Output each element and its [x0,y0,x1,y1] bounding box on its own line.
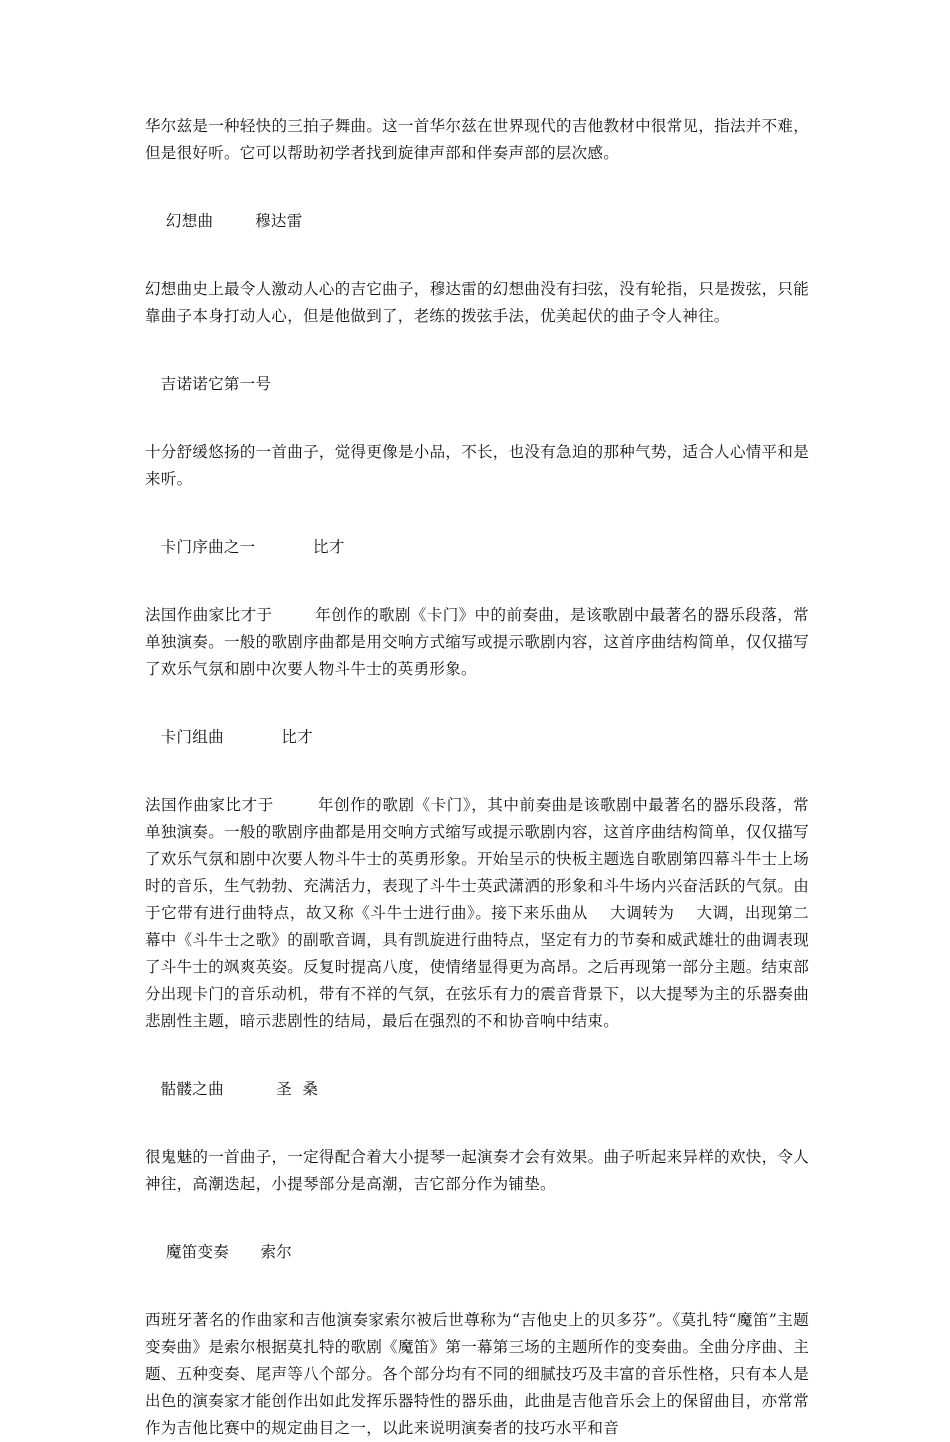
section-heading-magic-flute: 魔笛变奏 索尔 [145,1243,293,1261]
intro-paragraph: 华尔兹是一种轻快的三拍子舞曲。这一首华尔兹在世界现代的吉他教材中很常见，指法并不难，但是很好听。它可以帮助初学者找到旋律声部和伴奏声部的层次感。 [145,117,809,162]
section-body-danse-macabre: 很鬼魅的一首曲子，一定得配合着大小提琴一起演奏才会有效果。曲子听起来异样的欢快，令人神往，高潮迭起，小提琴部分是高潮，吉它部分作为铺垫。 [145,1148,809,1193]
section-heading-carmen-prelude: 卡门序曲之一 比才 [145,538,345,556]
section-body-carmen-suite: 法国作曲家比才于 年创作的歌剧《卡门》，其中前奏曲是该歌剧中最著名的器乐段落，常单独演奏。一般的歌剧序曲都是用交响方式缩写或提示歌剧内容，这首序曲结构简单，仅仅描写了欢乐气氛和剧中次要人物斗牛士的英勇形象。开始呈示的快板主题选自歌剧第四幕斗牛士上场时的音乐，生气勃勃、充满活力，表现了斗牛士英武潇洒的形象和斗牛场内兴奋活跃的气氛。由于它带有进行曲特点，故又称《斗牛士进行曲》。接下来乐曲从 大调转为 大调，出现第二幕中《斗牛士之歌》的副歌音调，具有凯旋进行曲特点，坚定有力的节奏和威武雄壮的曲调表现了斗牛士的飒爽英姿。反复时提高八度，使情绪显得更为高昂。之后再现第一部分主题。结束部分出现卡门的音乐动机，带有不祥的气氛，在弦乐有力的震音背景下，以大提琴为主的乐器奏曲悲剧性主题，暗示悲剧性的结局，最后在强烈的不和协音响中结束。 [145,796,809,1030]
section-body-fantasia: 幻想曲史上最令人激动人心的吉它曲子，穆达雷的幻想曲没有扫弦，没有轮指，只是拨弦，只能靠曲子本身打动人心，但是他做到了，老练的拨弦手法，优美起伏的曲子令人神往。 [145,280,809,325]
section-body-gymnopedie: 十分舒缓悠扬的一首曲子，觉得更像是小品，不长，也没有急迫的那种气势，适合人心情平和是来听。 [145,443,809,488]
section-heading-danse-macabre: 骷髅之曲 圣 桑 [145,1080,319,1098]
section-heading-carmen-suite: 卡门组曲 比才 [145,728,313,746]
section-body-magic-flute: 西班牙著名的作曲家和吉他演奏家索尔被后世尊称为“吉他史上的贝多芬”。《莫扎特“魔笛”主题变奏曲》是索尔根据莫扎特的歌剧《魔笛》第一幕第三场的主题所作的变奏曲。全曲分序曲、主题、五种变奏、尾声等八个部分。各个部分均有不同的细腻技巧及丰富的音乐性格，只有本人是出色的演奏家才能创作出如此发挥乐器特性的器乐曲，此曲是吉他音乐会上的保留曲目，亦常常作为吉他比赛中的规定曲目之一，以此来说明演奏者的技巧水平和音 [145,1311,809,1437]
section-body-carmen-prelude: 法国作曲家比才于 年创作的歌剧《卡门》中的前奏曲，是该歌剧中最著名的器乐段落，常单独演奏。一般的歌剧序曲都是用交响方式缩写或提示歌剧内容，这首序曲结构简单，仅仅描写了欢乐气氛和剧中次要人物斗牛士的英勇形象。 [145,606,809,678]
document-body [145,113,809,1442]
section-heading-fantasia: 幻想曲 穆达雷 [145,212,303,230]
section-heading-gymnopedie: 吉诺诺它第一号 [145,375,272,393]
